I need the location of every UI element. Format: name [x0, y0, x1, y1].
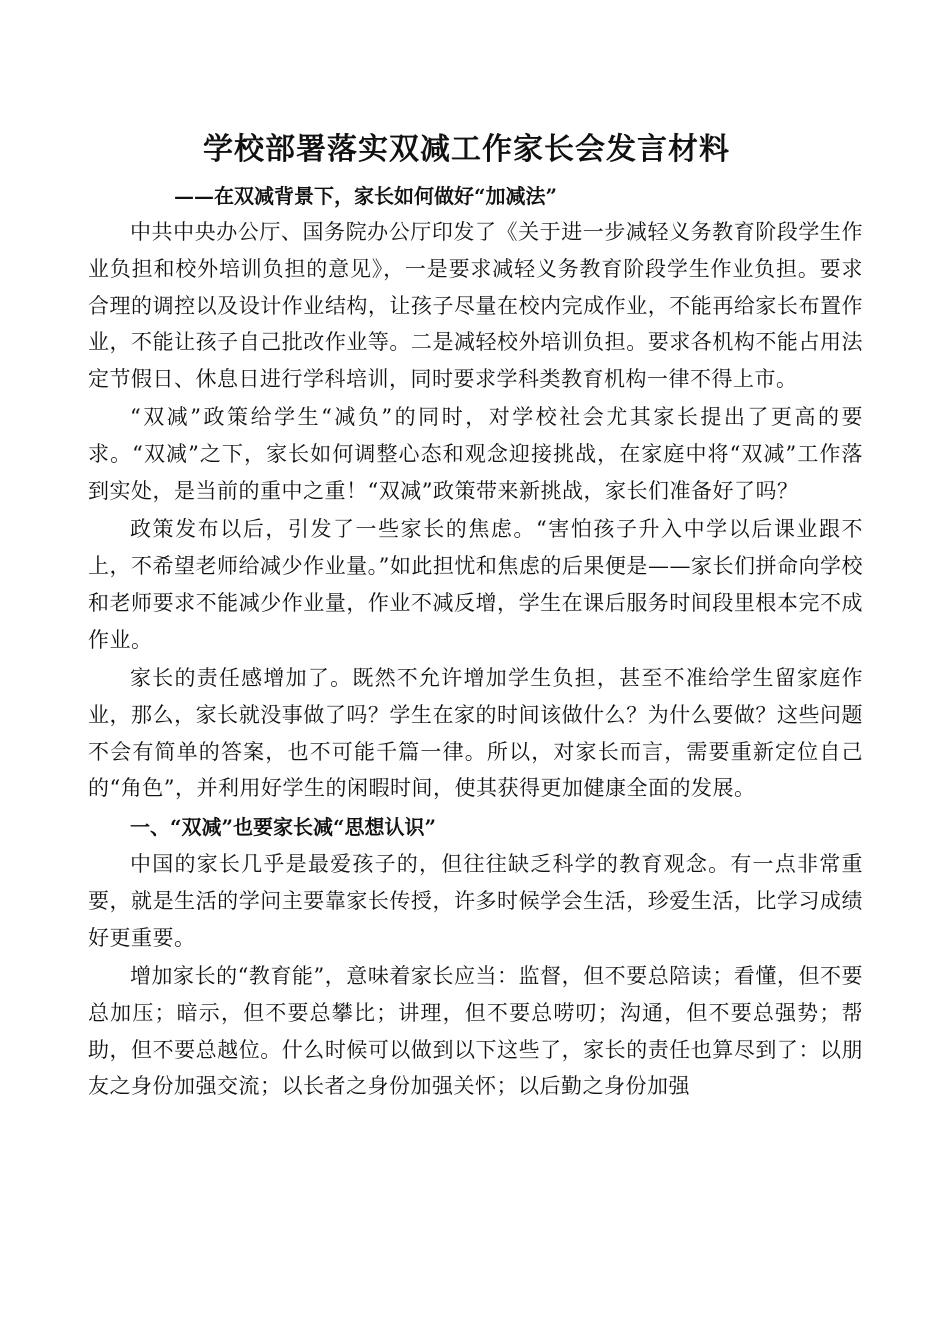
section-heading: 一、“双减”也要家长减“思想认识” — [130, 815, 437, 840]
document-page — [88, 128, 863, 1105]
body-paragraph: 政策发布以后，引发了一些家长的焦虑。“害怕孩子升入中学以后课业跟不上，不希望老师给减少作业量。”如此担忧和焦虑的后果便是——家长们拼命向学校和老师要求不能减少作业量，作业不减反增，学生在课后服务时间段里根本完不成作业。 — [88, 517, 863, 652]
page-title: 学校部署落实双减工作家长会发言材料 — [203, 132, 730, 167]
body-paragraph: “双减”政策给学生“减负”的同时，对学校社会尤其家长提出了更高的要求。“双减”之下，家长如何调整心态和观念迎接挑战，在家庭中将“双减”工作落到实处，是当前的重中之重！“双减”政策带来新挑战，家长们准备好了吗？ — [88, 405, 863, 504]
body-paragraph: 增加家长的“教育能”，意味着家长应当：监督，但不要总陪读；看懂，但不要总加压；暗示，但不要总攀比；讲理，但不要总唠叨；沟通，但不要总强势；帮助，但不要总越位。什么时候可以做到以下这些了，家长的责任也算尽到了：以朋友之身份加强交流；以长者之身份加强关怀；以后勤之身份加强 — [88, 963, 863, 1099]
body-paragraph: 中国的家长几乎是最爱孩子的，但往往缺乏科学的教育观念。有一点非常重要，就是生活的学问主要靠家长传授，许多时候学会生活，珍爱生活，比学习成绩好更重要。 — [88, 852, 863, 950]
page-subtitle: ——在双减背景下，家长如何做好“加减法” — [174, 184, 558, 208]
body-paragraph: 中共中央办公厅、国务院办公厅印发了《关于进一步减轻义务教育阶段学生作业负担和校外培训负担的意见》，一是要求减轻义务教育阶段学生作业负担。要求合理的调控以及设计作业结构，让孩子尽量在校内完成作业，不能再给家长布置作业，不能让孩子自己批改作业等。二是减轻校外培训负担。要求各机构不能占用法定节假日、休息日进行学科培训，同时要求学科类教育机构一律不得上市。 — [88, 220, 863, 392]
body-paragraph: 家长的责任感增加了。既然不允许增加学生负担，甚至不准给学生留家庭作业，那么，家长就没事做了吗？学生在家的时间该做什么？为什么要做？这些问题不会有简单的答案，也不可能千篇一律。所以，对家长而言，需要重新定位自己的“角色”，并利用好学生的闲暇时间，使其获得更加健康全面的发展。 — [88, 666, 863, 801]
